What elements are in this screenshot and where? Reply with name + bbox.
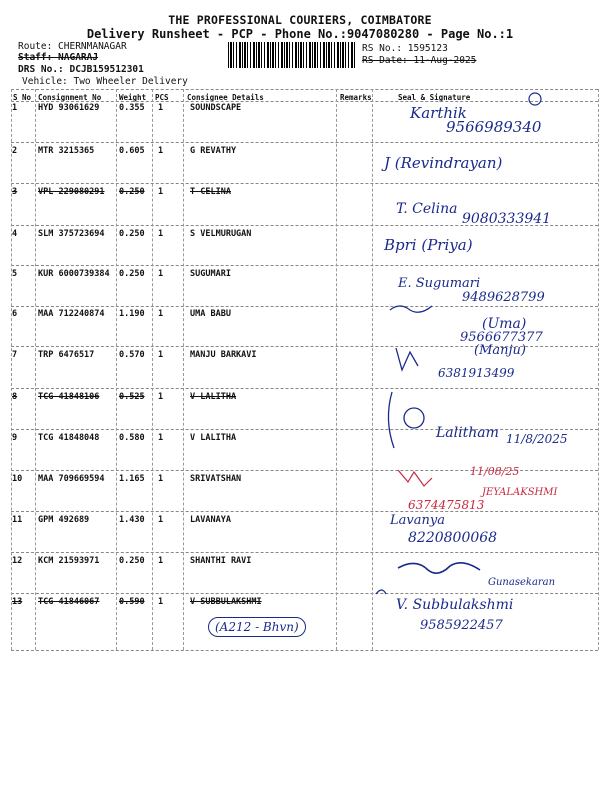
cell-consignee: S VELMURUGAN [190, 229, 252, 239]
cell-consignee: SRIVATSHAN [190, 474, 242, 484]
cell-consignee: SHANTHI RAVI [190, 556, 252, 566]
cell-consignment: MAA 712240874 [38, 309, 105, 319]
cell-pcs: 1 [158, 309, 164, 319]
route-text: Route: CHERNMANAGAR [18, 41, 127, 52]
signature-6-phone: 9566677377 [460, 330, 543, 345]
cell-consignee: V LALITHA [190, 433, 237, 443]
cell-weight: 0.250 [119, 229, 145, 239]
cell-weight: 0.250 [119, 556, 145, 566]
cell-sno: 10 [12, 474, 23, 484]
vehicle-text: Vehicle: Two Wheeler Delivery [22, 76, 188, 87]
cell-pcs: 1 [158, 103, 164, 113]
cell-sno: 2 [12, 146, 18, 156]
cell-pcs: 1 [158, 229, 164, 239]
cell-sno: 11 [12, 515, 23, 525]
signature-7: (Manju) [474, 343, 526, 358]
cell-weight: 0.250 [119, 269, 145, 279]
cell-consignee: SUGUMARI [190, 269, 231, 279]
signature-11: Lavanya [390, 513, 445, 528]
cell-sno: 1 [12, 103, 18, 113]
brace-mark [388, 392, 394, 448]
cell-consignment: MTR 3215365 [38, 146, 95, 156]
cell-consignee: MANJU BARKAVI [190, 350, 257, 360]
scribble-13 [376, 590, 386, 594]
cell-weight: 0.525 [119, 392, 145, 402]
drs-number: DCJB159512301 [69, 64, 144, 75]
signature-7-phone: 6381913499 [438, 366, 515, 380]
signature-3: T. Celina [396, 201, 458, 217]
cell-sno: 3 [12, 187, 18, 197]
rs-number: RS No.: 1595123 [362, 43, 448, 54]
scribble-12 [398, 563, 480, 573]
cell-consignment: TCG 41848048 [38, 433, 100, 443]
cell-pcs: 1 [158, 556, 164, 566]
scribble-10 [398, 470, 432, 486]
cell-consignment: HYD 93061629 [38, 103, 100, 113]
cell-consignee: LAVANAYA [190, 515, 231, 525]
cell-sno: 6 [12, 309, 18, 319]
cell-sno: 8 [12, 392, 18, 402]
cell-sno: 5 [12, 269, 18, 279]
cell-consignment: GPM 492689 [38, 515, 90, 525]
cell-consignment: VPL 229080291 [38, 187, 105, 197]
cell-weight: 0.605 [119, 146, 145, 156]
cell-weight: 0.580 [119, 433, 145, 443]
cell-pcs: 1 [158, 350, 164, 360]
signature-12: Gunasekaran [488, 577, 556, 588]
signature-11-phone: 8220800068 [408, 530, 498, 546]
cell-consignment: MAA 709669594 [38, 474, 105, 484]
signature-1: Karthik [410, 104, 467, 122]
cell-consignment: TCG 41846067 [38, 597, 100, 607]
cell-weight: 0.570 [119, 350, 145, 360]
cell-pcs: 1 [158, 392, 164, 402]
circle-mark-1 [529, 93, 541, 105]
cell-sno: 13 [12, 597, 23, 607]
document-title: THE PROFESSIONAL COURIERS, COIMBATORE [168, 13, 432, 27]
signature-4: Bpri (Priya) [384, 236, 473, 254]
handwritten-note: (A212 - Bhvn) [208, 617, 306, 637]
signature-2: J (Revindrayan) [384, 154, 503, 172]
signature-5-phone: 9489628799 [462, 290, 545, 305]
col-weight: Weight [119, 93, 147, 102]
cell-pcs: 1 [158, 515, 164, 525]
cell-pcs: 1 [158, 187, 164, 197]
cell-pcs: 1 [158, 474, 164, 484]
cell-weight: 1.190 [119, 309, 145, 319]
signature-10-name: JEYALAKSHMI [482, 487, 558, 498]
cell-consignee: SOUNDSCAPE [190, 103, 242, 113]
col-remarks: Remarks [340, 93, 372, 102]
signature-13-phone: 9585922457 [420, 618, 503, 633]
cell-weight: 1.430 [119, 515, 145, 525]
cell-pcs: 1 [158, 433, 164, 443]
col-consignee: Consignee Details [187, 93, 264, 102]
cell-consignee: UMA BABU [190, 309, 231, 319]
cell-consignee: V LALITHA [190, 392, 237, 402]
col-pcs: PCS [155, 93, 169, 102]
signature-10-date: 11/08/25 [470, 465, 520, 478]
cell-sno: 9 [12, 433, 18, 443]
cell-consignment: KUR 6000739384 [38, 269, 110, 279]
cell-consignment: SLM 375723694 [38, 229, 105, 239]
document-subtitle: Delivery Runsheet - PCP - Phone No.:9047080280 - Page No.:1 [86, 27, 514, 41]
scribble-6 [390, 306, 432, 312]
signature-1-phone: 9566989340 [446, 118, 542, 136]
cell-consignment: TCG 41848106 [38, 392, 100, 402]
signature-5: E. Sugumari [398, 276, 481, 291]
signature-3-phone: 9080333941 [462, 211, 552, 227]
staff-text: Staff: NAGARAJ [18, 52, 99, 63]
cell-sno: 12 [12, 556, 23, 566]
signature-9-date: 11/8/2025 [506, 432, 568, 446]
circle-mark-2 [404, 408, 424, 428]
cell-consignee: G REVATHY [190, 146, 237, 156]
col-sno: S No [13, 93, 32, 102]
cell-weight: 0.355 [119, 103, 145, 113]
cell-consignment: KCM 21593971 [38, 556, 100, 566]
signature-13: V. Subbulakshmi [396, 597, 514, 613]
drs-label: DRS No.: [18, 64, 64, 75]
cell-pcs: 1 [158, 146, 164, 156]
cell-weight: 0.590 [119, 597, 145, 607]
cell-weight: 1.165 [119, 474, 145, 484]
col-consignment: Consignment No [38, 93, 102, 102]
cell-sno: 4 [12, 229, 18, 239]
cell-sno: 7 [12, 350, 18, 360]
signature-6: (Uma) [482, 316, 527, 332]
cell-consignee: V SUBBULAKSHMI [190, 597, 262, 607]
cell-consignee: T CELINA [190, 187, 231, 197]
signature-11-red-phone: 6374475813 [408, 498, 485, 512]
cell-weight: 0.250 [119, 187, 145, 197]
cell-pcs: 1 [158, 269, 164, 279]
scribble-7 [396, 348, 418, 370]
rs-date: RS Date: 11-Aug-2025 [362, 55, 477, 66]
signature-9: Lalitham [436, 425, 499, 441]
col-seal: Seal & Signature [398, 93, 471, 102]
cell-pcs: 1 [158, 597, 164, 607]
cell-consignment: TRP 6476517 [38, 350, 95, 360]
